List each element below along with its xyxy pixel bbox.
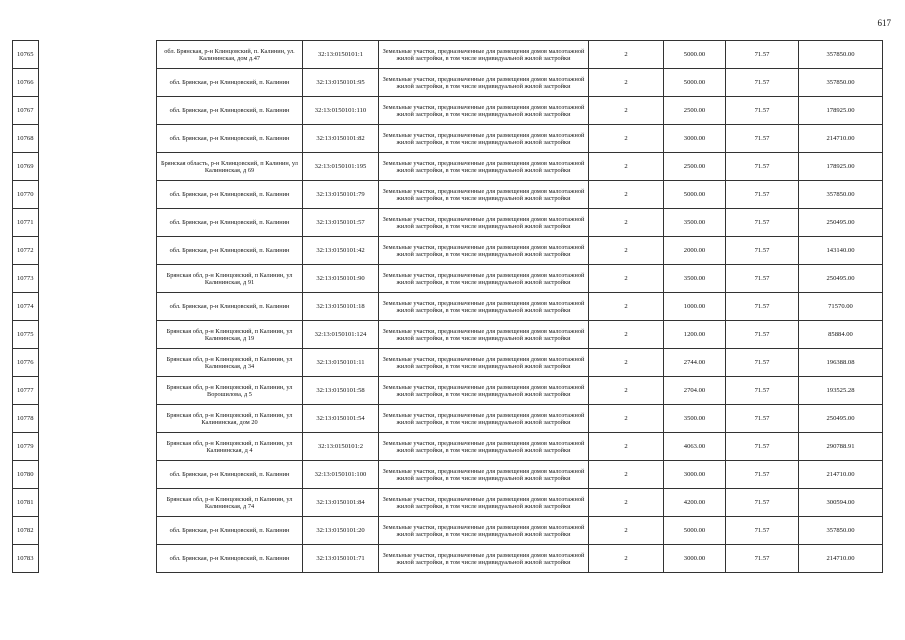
cadastral-number-cell: 32:13:0150101:71 — [303, 545, 379, 573]
specific-value-cell: 71.57 — [726, 349, 799, 377]
permitted-use-cell: Земельные участки, предназначенные для размещения домов малоэтажной жилой застройки, в том числе индивидуальной жилой застройки — [379, 517, 589, 545]
category-cell: 2 — [589, 153, 664, 181]
area-cell: 5000.00 — [664, 41, 726, 69]
category-cell: 2 — [589, 545, 664, 573]
specific-value-cell: 71.57 — [726, 405, 799, 433]
specific-value-cell: 71.57 — [726, 97, 799, 125]
address-cell: обл. Брянская, р-н Клинцовский, п. Калинин — [157, 517, 303, 545]
table-row — [13, 321, 883, 349]
specific-value-cell: 71.57 — [726, 69, 799, 97]
cadastral-value-table — [12, 40, 883, 573]
permitted-use-cell: Земельные участки, предназначенные для размещения домов малоэтажной жилой застройки, в том числе индивидуальной жилой застройки — [379, 461, 589, 489]
category-cell: 2 — [589, 489, 664, 517]
permitted-use-cell: Земельные участки, предназначенные для размещения домов малоэтажной жилой застройки, в том числе индивидуальной жилой застройки — [379, 209, 589, 237]
category-cell: 2 — [589, 209, 664, 237]
table-row — [13, 181, 883, 209]
specific-value-cell: 71.57 — [726, 321, 799, 349]
permitted-use-cell: Земельные участки, предназначенные для размещения домов малоэтажной жилой застройки, в том числе индивидуальной жилой застройки — [379, 97, 589, 125]
category-cell: 2 — [589, 405, 664, 433]
table-row — [13, 97, 883, 125]
area-cell: 2000.00 — [664, 237, 726, 265]
address-cell: Брянская обл, р-н Клинцовский, п Калинин, ул Ворошилова, д 5 — [157, 377, 303, 405]
spacer-cell — [39, 377, 157, 405]
cadastral-number-cell: 32:13:0150101:82 — [303, 125, 379, 153]
spacer-cell — [39, 517, 157, 545]
specific-value-cell: 71.57 — [726, 265, 799, 293]
address-cell: обл. Брянская, р-н Клинцовский, п. Калинин — [157, 181, 303, 209]
area-cell: 3500.00 — [664, 209, 726, 237]
row-number-cell: 10781 — [13, 489, 39, 517]
spacer-cell — [39, 153, 157, 181]
address-cell: обл. Брянская, р-н Клинцовский, п. Калинин — [157, 545, 303, 573]
category-cell: 2 — [589, 97, 664, 125]
area-cell: 4063.00 — [664, 433, 726, 461]
specific-value-cell: 71.57 — [726, 41, 799, 69]
cadastral-number-cell: 32:13:0150101:20 — [303, 517, 379, 545]
address-cell: обл. Брянская, р-н Клинцовский, п. Калинин — [157, 461, 303, 489]
permitted-use-cell: Земельные участки, предназначенные для размещения домов малоэтажной жилой застройки, в том числе индивидуальной жилой застройки — [379, 153, 589, 181]
permitted-use-cell: Земельные участки, предназначенные для размещения домов малоэтажной жилой застройки, в том числе индивидуальной жилой застройки — [379, 237, 589, 265]
area-cell: 5000.00 — [664, 69, 726, 97]
category-cell: 2 — [589, 349, 664, 377]
cadastral-number-cell: 32:13:0150101:54 — [303, 405, 379, 433]
cadastral-number-cell: 32:13:0150101:1 — [303, 41, 379, 69]
permitted-use-cell: Земельные участки, предназначенные для размещения домов малоэтажной жилой застройки, в том числе индивидуальной жилой застройки — [379, 321, 589, 349]
category-cell: 2 — [589, 237, 664, 265]
table-row — [13, 461, 883, 489]
specific-value-cell: 71.57 — [726, 293, 799, 321]
cadastral-value-cell: 196388.08 — [799, 349, 883, 377]
table-row — [13, 405, 883, 433]
cadastral-number-cell: 32:13:0150101:79 — [303, 181, 379, 209]
specific-value-cell: 71.57 — [726, 517, 799, 545]
area-cell: 4200.00 — [664, 489, 726, 517]
permitted-use-cell: Земельные участки, предназначенные для размещения домов малоэтажной жилой застройки, в том числе индивидуальной жилой застройки — [379, 69, 589, 97]
table-row — [13, 153, 883, 181]
permitted-use-cell: Земельные участки, предназначенные для размещения домов малоэтажной жилой застройки, в том числе индивидуальной жилой застройки — [379, 293, 589, 321]
spacer-cell — [39, 41, 157, 69]
address-cell: Брянская обл, р-н Клинцовский, п Калинин, ул Калининская, дом 20 — [157, 405, 303, 433]
permitted-use-cell: Земельные участки, предназначенные для размещения домов малоэтажной жилой застройки, в том числе индивидуальной жилой застройки — [379, 377, 589, 405]
address-cell: обл. Брянская, р-н Клинцовский, п. Калинин — [157, 293, 303, 321]
cadastral-number-cell: 32:13:0150101:110 — [303, 97, 379, 125]
area-cell: 2500.00 — [664, 153, 726, 181]
cadastral-number-cell: 32:13:0150101:100 — [303, 461, 379, 489]
row-number-cell: 10773 — [13, 265, 39, 293]
cadastral-value-cell: 193525.28 — [799, 377, 883, 405]
address-cell: Брянская обл, р-н Клинцовский, п Калинин, ул Калининская, д 4 — [157, 433, 303, 461]
area-cell: 3000.00 — [664, 461, 726, 489]
table-body — [13, 41, 883, 573]
cadastral-value-cell: 71570.00 — [799, 293, 883, 321]
category-cell: 2 — [589, 517, 664, 545]
cadastral-value-cell: 290788.91 — [799, 433, 883, 461]
permitted-use-cell: Земельные участки, предназначенные для размещения домов малоэтажной жилой застройки, в том числе индивидуальной жилой застройки — [379, 489, 589, 517]
table-row — [13, 69, 883, 97]
address-cell: Брянская обл, р-н Клинцовский, п Калинин, ул Калининская, д 74 — [157, 489, 303, 517]
cadastral-value-cell: 143140.00 — [799, 237, 883, 265]
area-cell: 2744.00 — [664, 349, 726, 377]
address-cell: обл. Брянская, р-н Клинцовский, п. Калинин — [157, 69, 303, 97]
category-cell: 2 — [589, 69, 664, 97]
area-cell: 2500.00 — [664, 97, 726, 125]
row-number-cell: 10774 — [13, 293, 39, 321]
specific-value-cell: 71.57 — [726, 433, 799, 461]
category-cell: 2 — [589, 41, 664, 69]
cadastral-value-cell: 178925.00 — [799, 97, 883, 125]
cadastral-number-cell: 32:13:0150101:195 — [303, 153, 379, 181]
row-number-cell: 10780 — [13, 461, 39, 489]
spacer-cell — [39, 545, 157, 573]
cadastral-value-cell: 357850.00 — [799, 41, 883, 69]
row-number-cell: 10772 — [13, 237, 39, 265]
row-number-cell: 10768 — [13, 125, 39, 153]
specific-value-cell: 71.57 — [726, 153, 799, 181]
table-row — [13, 237, 883, 265]
category-cell: 2 — [589, 433, 664, 461]
address-cell: обл. Брянская, р-н Клинцовский, п. Калинин — [157, 125, 303, 153]
table-row — [13, 125, 883, 153]
cadastral-value-cell: 85884.00 — [799, 321, 883, 349]
table-row — [13, 293, 883, 321]
cadastral-value-cell: 250495.00 — [799, 405, 883, 433]
table-row — [13, 41, 883, 69]
address-cell: Брянская обл, р-н Клинцовский, п Калинин, ул Калининская, д 34 — [157, 349, 303, 377]
area-cell: 3000.00 — [664, 125, 726, 153]
cadastral-number-cell: 32:13:0150101:18 — [303, 293, 379, 321]
table-row — [13, 265, 883, 293]
row-number-cell: 10776 — [13, 349, 39, 377]
permitted-use-cell: Земельные участки, предназначенные для размещения домов малоэтажной жилой застройки, в том числе индивидуальной жилой застройки — [379, 349, 589, 377]
cadastral-number-cell: 32:13:0150101:124 — [303, 321, 379, 349]
cadastral-value-cell: 357850.00 — [799, 181, 883, 209]
specific-value-cell: 71.57 — [726, 489, 799, 517]
row-number-cell: 10765 — [13, 41, 39, 69]
cadastral-number-cell: 32:13:0150101:84 — [303, 489, 379, 517]
category-cell: 2 — [589, 181, 664, 209]
table-row — [13, 433, 883, 461]
table-row — [13, 377, 883, 405]
spacer-cell — [39, 433, 157, 461]
specific-value-cell: 71.57 — [726, 377, 799, 405]
cadastral-number-cell: 32:13:0150101:57 — [303, 209, 379, 237]
permitted-use-cell: Земельные участки, предназначенные для размещения домов малоэтажной жилой застройки, в том числе индивидуальной жилой застройки — [379, 405, 589, 433]
row-number-cell: 10777 — [13, 377, 39, 405]
address-cell: обл. Брянская, р-н Клинцовский, п. Калинин — [157, 209, 303, 237]
spacer-cell — [39, 293, 157, 321]
row-number-cell: 10769 — [13, 153, 39, 181]
cadastral-value-cell: 214710.00 — [799, 545, 883, 573]
category-cell: 2 — [589, 461, 664, 489]
row-number-cell: 10782 — [13, 517, 39, 545]
specific-value-cell: 71.57 — [726, 461, 799, 489]
area-cell: 3500.00 — [664, 265, 726, 293]
cadastral-number-cell: 32:13:0150101:90 — [303, 265, 379, 293]
specific-value-cell: 71.57 — [726, 209, 799, 237]
category-cell: 2 — [589, 321, 664, 349]
table-row — [13, 517, 883, 545]
table-row — [13, 545, 883, 573]
specific-value-cell: 71.57 — [726, 125, 799, 153]
cadastral-number-cell: 32:13:0150101:95 — [303, 69, 379, 97]
address-cell: обл. Брянская, р-н Клинцовский, п. Калинин — [157, 97, 303, 125]
cadastral-number-cell: 32:13:0150101:2 — [303, 433, 379, 461]
spacer-cell — [39, 181, 157, 209]
spacer-cell — [39, 321, 157, 349]
spacer-cell — [39, 125, 157, 153]
permitted-use-cell: Земельные участки, предназначенные для размещения домов малоэтажной жилой застройки, в том числе индивидуальной жилой застройки — [379, 265, 589, 293]
permitted-use-cell: Земельные участки, предназначенные для размещения домов малоэтажной жилой застройки, в том числе индивидуальной жилой застройки — [379, 545, 589, 573]
cadastral-number-cell: 32:13:0150101:58 — [303, 377, 379, 405]
address-cell: Брянская область, р-н Клинцовский, п Калинин, ул Калининская, д 69 — [157, 153, 303, 181]
category-cell: 2 — [589, 265, 664, 293]
page-number: 617 — [877, 18, 891, 28]
spacer-cell — [39, 237, 157, 265]
spacer-cell — [39, 405, 157, 433]
spacer-cell — [39, 349, 157, 377]
area-cell: 5000.00 — [664, 181, 726, 209]
row-number-cell: 10775 — [13, 321, 39, 349]
spacer-cell — [39, 69, 157, 97]
specific-value-cell: 71.57 — [726, 181, 799, 209]
address-cell: обл. Брянская, р-н Клинцовский, п. Калинин — [157, 237, 303, 265]
row-number-cell: 10767 — [13, 97, 39, 125]
area-cell: 3500.00 — [664, 405, 726, 433]
area-cell: 5000.00 — [664, 517, 726, 545]
cadastral-number-cell: 32:13:0150101:11 — [303, 349, 379, 377]
address-cell: обл. Брянская, р-н Клинцовский, п. Калинин, ул. Калининская, дом д.47 — [157, 41, 303, 69]
category-cell: 2 — [589, 377, 664, 405]
area-cell: 2704.00 — [664, 377, 726, 405]
cadastral-value-cell: 357850.00 — [799, 69, 883, 97]
table-row — [13, 489, 883, 517]
cadastral-value-cell: 250495.00 — [799, 209, 883, 237]
address-cell: Брянская обл, р-н Клинцовский, п Калинин, ул Калининская, д 19 — [157, 321, 303, 349]
spacer-cell — [39, 265, 157, 293]
row-number-cell: 10783 — [13, 545, 39, 573]
permitted-use-cell: Земельные участки, предназначенные для размещения домов малоэтажной жилой застройки, в том числе индивидуальной жилой застройки — [379, 181, 589, 209]
category-cell: 2 — [589, 125, 664, 153]
table-row — [13, 349, 883, 377]
row-number-cell: 10766 — [13, 69, 39, 97]
permitted-use-cell: Земельные участки, предназначенные для размещения домов малоэтажной жилой застройки, в том числе индивидуальной жилой застройки — [379, 433, 589, 461]
permitted-use-cell: Земельные участки, предназначенные для размещения домов малоэтажной жилой застройки, в том числе индивидуальной жилой застройки — [379, 125, 589, 153]
area-cell: 1200.00 — [664, 321, 726, 349]
spacer-cell — [39, 489, 157, 517]
spacer-cell — [39, 209, 157, 237]
cadastral-value-cell: 300594.00 — [799, 489, 883, 517]
specific-value-cell: 71.57 — [726, 237, 799, 265]
address-cell: Брянская обл, р-н Клинцовский, п Калинин, ул Калининская, д 91 — [157, 265, 303, 293]
permitted-use-cell: Земельные участки, предназначенные для размещения домов малоэтажной жилой застройки, в том числе индивидуальной жилой застройки — [379, 41, 589, 69]
spacer-cell — [39, 97, 157, 125]
cadastral-value-cell: 250495.00 — [799, 265, 883, 293]
row-number-cell: 10770 — [13, 181, 39, 209]
table-row — [13, 209, 883, 237]
cadastral-value-cell: 178925.00 — [799, 153, 883, 181]
row-number-cell: 10771 — [13, 209, 39, 237]
area-cell: 3000.00 — [664, 545, 726, 573]
spacer-cell — [39, 461, 157, 489]
cadastral-value-cell: 357850.00 — [799, 517, 883, 545]
cadastral-number-cell: 32:13:0150101:42 — [303, 237, 379, 265]
specific-value-cell: 71.57 — [726, 545, 799, 573]
row-number-cell: 10779 — [13, 433, 39, 461]
cadastral-value-cell: 214710.00 — [799, 125, 883, 153]
cadastral-value-cell: 214710.00 — [799, 461, 883, 489]
category-cell: 2 — [589, 293, 664, 321]
area-cell: 1000.00 — [664, 293, 726, 321]
row-number-cell: 10778 — [13, 405, 39, 433]
